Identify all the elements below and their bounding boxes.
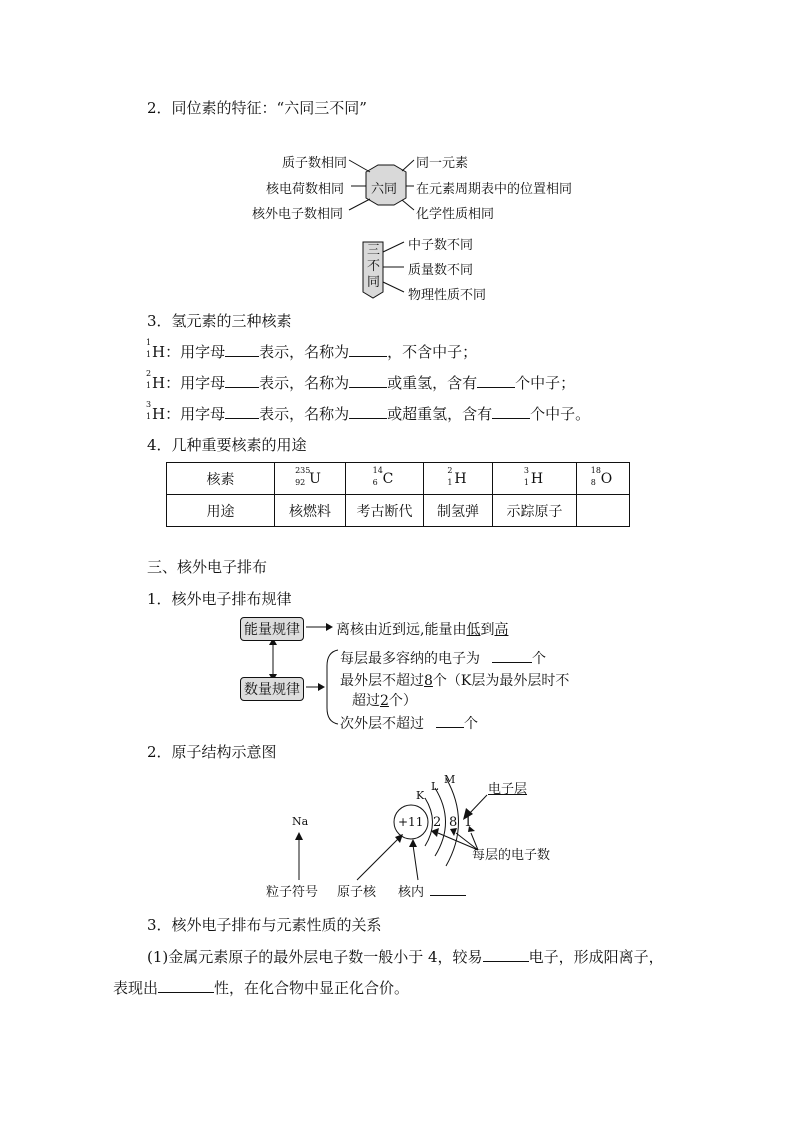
hydrogen-line-2: 2 1 H：用字母 表示，名称为 或重氢，含有 个中子； xyxy=(146,369,576,392)
answer-blank[interactable] xyxy=(430,881,466,896)
sec4-title: 4．几种重要核素的用途 xyxy=(147,436,307,454)
answer-blank[interactable] xyxy=(158,978,214,993)
left-item: 核电荷数相同 xyxy=(266,182,345,197)
answer-blank[interactable] xyxy=(225,404,259,419)
rule-line-1: 每层最多容纳的电子为 个 xyxy=(340,648,546,668)
answer-blank[interactable] xyxy=(349,404,387,419)
arrow-line xyxy=(357,838,399,880)
table-row xyxy=(167,463,630,495)
sub1-title: 1．核外电子排布规律 xyxy=(147,590,292,608)
left-item: 核外电子数相同 xyxy=(252,207,344,222)
table-cell: 核燃料 xyxy=(275,495,346,527)
isotope-symbol: 3 1 H xyxy=(146,400,166,423)
shell-label-l: L xyxy=(431,780,439,793)
label-electrons-per-shell: 每层的电子数 xyxy=(472,848,551,863)
sub3-title: 3．核外电子排布与元素性质的关系 xyxy=(147,916,382,934)
box-item: 质量数不同 xyxy=(408,263,474,278)
answer-blank[interactable] xyxy=(477,373,515,388)
connector-line xyxy=(383,242,404,252)
shell-label-k: K xyxy=(416,789,425,802)
sec2-title: 2．同位素的特征：“六同三不同” xyxy=(147,99,367,117)
brace-icon xyxy=(327,650,338,724)
right-item: 同一元素 xyxy=(416,156,469,171)
connector-line xyxy=(383,282,404,292)
table-cell xyxy=(577,495,630,527)
hydrogen-line-3: 3 1 H：用字母 表示，名称为 或超重氢，含有 个中子。 xyxy=(146,400,591,423)
paragraph-line-2: 表现出 性，在化合物中显正化合价。 xyxy=(113,979,410,997)
label-electron-shell: 电子层 xyxy=(488,782,528,797)
table-row xyxy=(167,495,630,527)
arrow-head xyxy=(318,683,325,691)
na-symbol: Na xyxy=(292,815,309,828)
energy-rule-text: 离核由近到远,能量由低到高 xyxy=(336,622,509,638)
shell-arc-k xyxy=(425,798,433,846)
left-item: 质子数相同 xyxy=(282,156,348,171)
electron-count-l: 8 xyxy=(449,815,458,830)
label-inside-nucleus: 核内 xyxy=(398,881,466,900)
answer-blank[interactable] xyxy=(492,404,530,419)
arrow-head xyxy=(295,832,303,840)
answer-blank[interactable] xyxy=(225,342,259,357)
box-item: 中子数不同 xyxy=(408,238,474,253)
rule-line-2b: 超过2个） xyxy=(352,693,417,709)
arrow-head xyxy=(395,834,403,843)
table-cell: 制氢弹 xyxy=(424,495,493,527)
arrow-head xyxy=(409,839,417,847)
sec3-title: 3．氢元素的三种核素 xyxy=(147,312,292,330)
table-cell: 18 8 O xyxy=(577,463,630,495)
table-cell: 2 1 H xyxy=(424,463,493,495)
shell-label-m: M xyxy=(444,773,456,786)
table-cell: 14 6 C xyxy=(346,463,424,495)
nucleus-charge: +11 xyxy=(398,815,424,829)
answer-blank[interactable] xyxy=(349,373,387,388)
answer-blank[interactable] xyxy=(483,947,529,962)
connector-line xyxy=(349,160,370,172)
count-rule-box: 数量规律 xyxy=(240,677,304,701)
hydrogen-line-1: 1 1 H：用字母 表示，名称为 ，不含中子； xyxy=(146,338,478,361)
answer-blank[interactable] xyxy=(349,342,387,357)
answer-blank[interactable] xyxy=(436,713,464,728)
right-item: 在元素周期表中的位置相同 xyxy=(416,182,573,197)
sub2-title: 2．原子结构示意图 xyxy=(147,743,277,761)
isotope-symbol: 1 1 H xyxy=(146,338,166,361)
hex-label: 六同 xyxy=(371,182,398,197)
table-cell: 3 1 H xyxy=(493,463,577,495)
label-nucleus: 原子核 xyxy=(337,885,377,900)
electron-count-m: 1 xyxy=(464,815,473,830)
table-cell: 示踪原子 xyxy=(493,495,577,527)
table-header-cell: 核素 xyxy=(167,463,275,495)
answer-blank[interactable] xyxy=(492,648,532,663)
connector-line xyxy=(349,199,370,210)
rule-line-3: 次外层不超过 个 xyxy=(340,713,478,733)
nuclide-uses-table xyxy=(166,462,630,527)
connector-line xyxy=(402,160,414,171)
electron-count-k: 2 xyxy=(433,815,442,830)
answer-blank[interactable] xyxy=(225,373,259,388)
arrow-head xyxy=(326,623,333,631)
label-particle-symbol: 粒子符号 xyxy=(266,885,319,900)
part3-title: 三、核外电子排布 xyxy=(147,558,268,576)
paragraph-line-1: (1)金属元素原子的最外层电子数一般小于 4，较易 电子，形成阳离子， xyxy=(147,948,664,966)
right-item: 化学性质相同 xyxy=(416,207,495,222)
isotope-symbol: 2 1 H xyxy=(146,369,166,392)
box-item: 物理性质不同 xyxy=(408,288,487,303)
table-cell: 考古断代 xyxy=(346,495,424,527)
table-cell: 235 92 U xyxy=(275,463,346,495)
connector-line xyxy=(402,200,414,210)
table-header-cell: 用途 xyxy=(167,495,275,527)
box-label: 三 不 同 xyxy=(367,243,381,290)
arrow-line xyxy=(468,795,487,815)
arrow-line xyxy=(413,845,418,880)
rule-line-2: 最外层不超过8个（K层为最外层时不 xyxy=(340,673,570,689)
energy-rule-box: 能量规律 xyxy=(240,617,304,641)
